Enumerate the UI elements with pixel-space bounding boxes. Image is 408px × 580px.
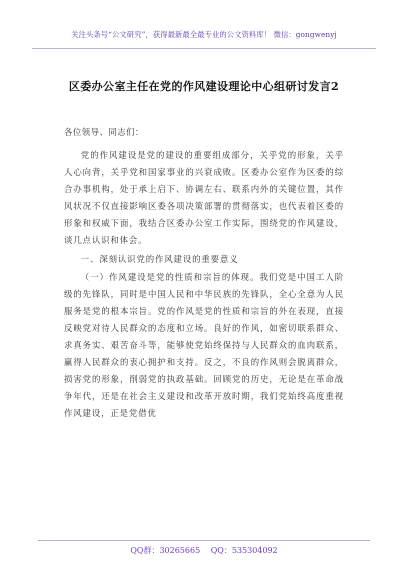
footer-qq-group: QQ群：30265665 [130, 546, 201, 555]
document-title: 区委办公室主任在党的作风建设理论中心组研讨发言2 [68, 80, 340, 93]
salutation: 各位领导、同志们： [64, 127, 144, 137]
footer-qq: QQ：535304092 [210, 546, 278, 555]
header-notice: 关注头条号“公文研究”，获得最新最全最专业的公文资料库！ 微信：gongwenyj [71, 30, 337, 39]
section-heading: 一、深刻认识党的作风建设的重要意义 [80, 254, 239, 264]
intro-paragraph: 党的作风建设是党的建设的重要组成部分，关乎党的形象，关乎人心向背，关乎党和国家事业的兴衰成败。区委办公室作为区委的综合办事机构，处于承上启下、协调左右、联系内外的关键位置，其作风状况不仅直接影响区委各项决策部署的贯彻落实，也代表着区委的形象和权威下面，我结合区委办公室工作实际，围绕党的作风建设，谈几点认识和体会。 [64, 150, 344, 245]
document-body [64, 60, 344, 422]
header-divider [32, 48, 376, 49]
page-footer [0, 540, 408, 570]
footer-divider [38, 540, 370, 541]
subsection-paragraph: （一）作风建设是党的性质和宗旨的体现。我们党是中国工人阶级的先锋队，同时是中国人民和中华民族的先锋队，全心全意为人民服务是党的根本宗旨。党的作风是党的性质和宗旨的外在表现，直接反映党对待人民群众的态度和立场。良好的作风，如密切联系群众、求真务实、艰苦奋斗等，能够使党始终保持与人民群众的血肉联系，赢得人民群众的衷心拥护和支持。反之，不良的作风则会脱离群众，损害党的形象，削弱党的执政基础。回顾党的历史，无论是在革命战争年代，还是在社会主义建设和改革开放时期，我们党始终高度重视作风建设，正是党借优 [64, 272, 344, 418]
footer-contacts [0, 545, 408, 556]
page-header [0, 8, 408, 48]
